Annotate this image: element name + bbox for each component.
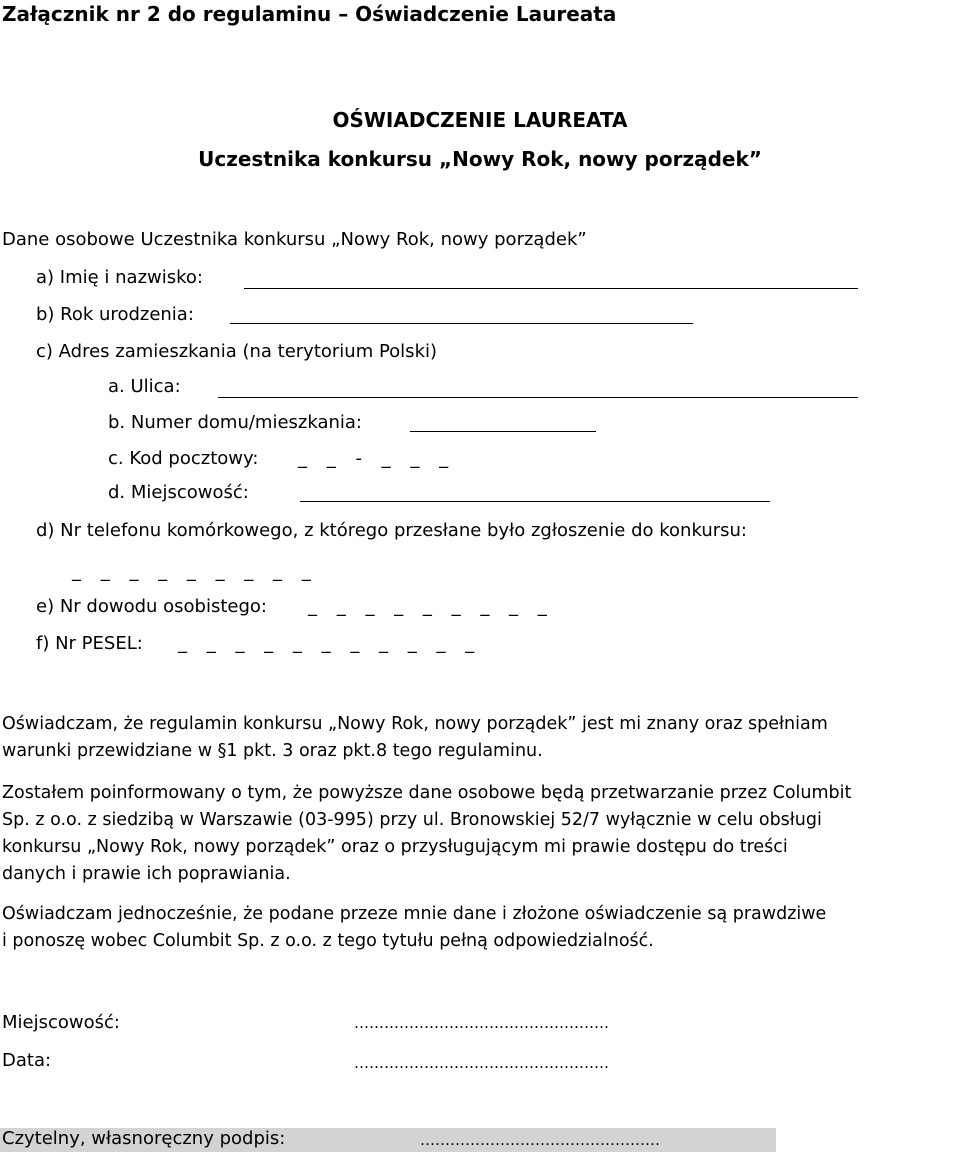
field-label-id-card: e) Nr dowodu osobistego: bbox=[36, 596, 267, 617]
field-label-city: d. Miejscowość: bbox=[108, 482, 249, 503]
document-title: OŚWIADCZENIE LAUREATA bbox=[332, 108, 628, 132]
field-label-street: a. Ulica: bbox=[108, 376, 181, 397]
statement-1-line-2: warunki przewidziane w §1 pkt. 3 oraz pkt.8 tego regulaminu. bbox=[2, 741, 543, 761]
field-label-phone: d) Nr telefonu komórkowego, z którego przesłane było zgłoszenie do konkursu: bbox=[36, 520, 747, 541]
statement-3-line-1: Oświadczam jednocześnie, że podane przeze mnie dane i złożone oświadczenie są prawdziwe bbox=[2, 904, 827, 924]
postal-code-pattern[interactable]: _ _ - _ _ _ bbox=[298, 448, 456, 469]
statement-2-line-2: Sp. z o.o. z siedzibą w Warszawie (03-995) przy ul. Bronowskiej 52/7 wyłącznie w celu obsługi bbox=[2, 810, 822, 830]
signature-dots[interactable]: ………………………………………… bbox=[420, 1131, 660, 1149]
statement-3-line-2: i ponoszę wobec Columbit Sp. z o.o. z tego tytułu pełną odpowiedzialność. bbox=[2, 931, 654, 951]
field-label-birth-year: b) Rok urodzenia: bbox=[36, 304, 194, 325]
place-label: Miejscowość: bbox=[2, 1012, 120, 1033]
field-line-name[interactable] bbox=[244, 288, 858, 289]
statement-1-line-1: Oświadczam, że regulamin konkursu „Nowy Rok, nowy porządek” jest mi znany oraz spełniam bbox=[2, 714, 828, 734]
document-subtitle: Uczestnika konkursu „Nowy Rok, nowy porządek” bbox=[198, 147, 762, 171]
signature-label: Czytelny, własnoręczny podpis: bbox=[2, 1128, 286, 1149]
field-line-city[interactable] bbox=[300, 501, 770, 502]
statement-2-line-1: Zostałem poinformowany o tym, że powyższe dane osobowe będą przetwarzanie przez Columbit bbox=[2, 783, 852, 803]
statement-2-line-4: danych i prawie ich poprawiania. bbox=[2, 864, 291, 884]
field-label-name: a) Imię i nazwisko: bbox=[36, 267, 203, 288]
statement-2-line-3: konkursu „Nowy Rok, nowy porządek” oraz o przysługującym mi prawie dostępu do treści bbox=[2, 837, 788, 857]
field-label-address: c) Adres zamieszkania (na terytorium Polski) bbox=[36, 341, 438, 362]
field-line-birth-year[interactable] bbox=[230, 323, 693, 324]
date-dots[interactable]: …………………………………………… bbox=[354, 1054, 609, 1072]
field-label-postal-code: c. Kod pocztowy: bbox=[108, 448, 259, 469]
field-label-pesel: f) Nr PESEL: bbox=[36, 633, 143, 654]
place-dots[interactable]: …………………………………………… bbox=[354, 1014, 609, 1032]
id-card-pattern[interactable]: _ _ _ _ _ _ _ _ _ bbox=[308, 596, 554, 617]
phone-pattern[interactable]: _ _ _ _ _ _ _ _ _ bbox=[72, 561, 318, 582]
document-header: Załącznik nr 2 do regulaminu – Oświadczenie Laureata bbox=[2, 2, 617, 26]
field-label-house-number: b. Numer domu/mieszkania: bbox=[108, 412, 362, 433]
field-line-house-number[interactable] bbox=[410, 431, 596, 432]
pesel-pattern[interactable]: _ _ _ _ _ _ _ _ _ _ _ bbox=[178, 633, 482, 654]
field-line-street[interactable] bbox=[218, 397, 858, 398]
date-label: Data: bbox=[2, 1050, 52, 1071]
section-heading: Dane osobowe Uczestnika konkursu „Nowy Rok, nowy porządek” bbox=[2, 229, 587, 250]
